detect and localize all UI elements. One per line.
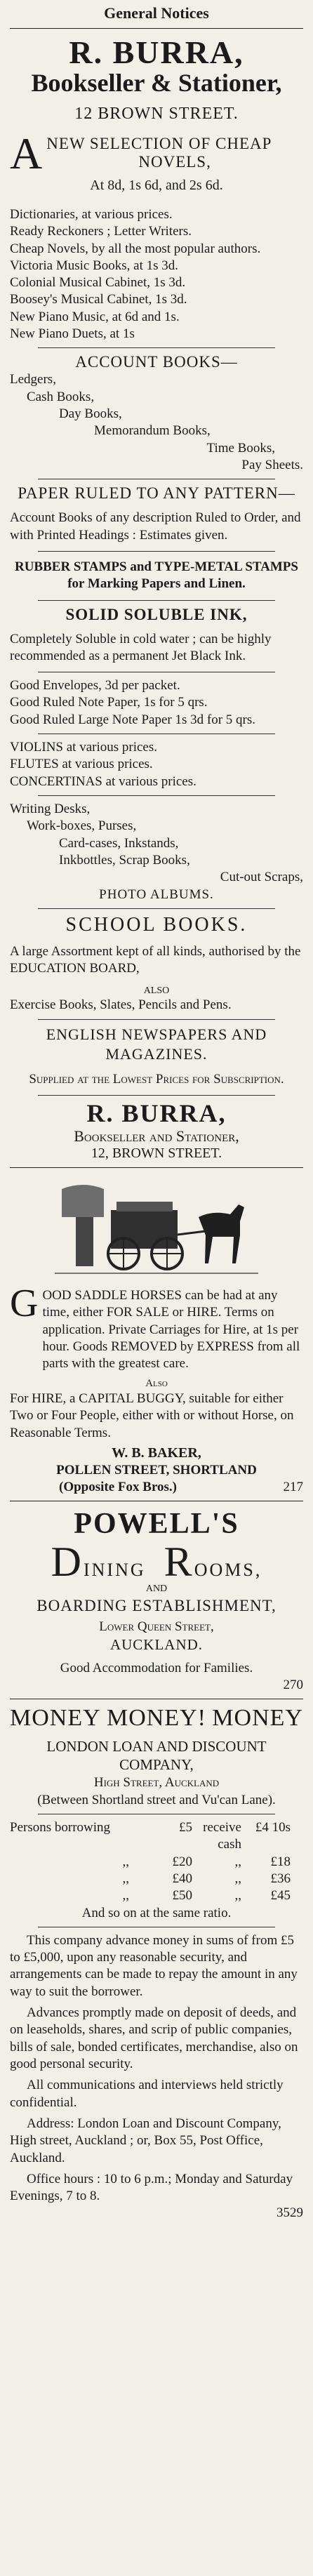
receive-amount: £4 10s xyxy=(255,1819,291,1835)
list-item: Good Envelopes, 3d per packet. xyxy=(10,678,180,693)
novels-prices: At 8d, 1s 6d, and 2s 6d. xyxy=(90,178,223,194)
rooms-r: R xyxy=(164,1538,194,1585)
list-item: Boosey's Musical Cabinet, 1s 3d. xyxy=(10,292,187,307)
baker-street: POLLEN STREET, SHORTLAND xyxy=(56,1463,257,1478)
list-item: New Piano Duets, at 1s xyxy=(10,326,135,342)
account-heading: ACCOUNT BOOKS— xyxy=(75,353,238,371)
loan-company: LONDON LOAN AND DISCOUNT COMPANY, xyxy=(46,1737,267,1774)
list-item: Work-boxes, Purses, xyxy=(27,818,137,834)
powell-city: AUCKLAND. xyxy=(109,1636,204,1654)
burra-name: R. BURRA, xyxy=(69,34,244,70)
account-list xyxy=(10,371,303,474)
powell-street: Lower Queen Street, xyxy=(99,1619,214,1635)
money-heading xyxy=(10,1705,303,1732)
rooms-rest: OOMS, xyxy=(194,1559,262,1580)
baker-text2: For HIRE, a CAPITAL BUGGY, suitable for either Two or Four People, either with or without Horse, on Reasonable Terms. xyxy=(10,1390,294,1440)
baker-also: Also xyxy=(145,1377,168,1389)
loan-ad xyxy=(10,1705,303,2221)
school-heading: SCHOOL BOOKS. xyxy=(65,913,248,936)
divider xyxy=(10,1167,303,1168)
dining-d: D xyxy=(51,1538,84,1585)
money-word: MONEY! xyxy=(107,1704,206,1731)
loan-paragraph: Advances promptly made on deposit of deeds, and on leaseholds, shares, and scrip of public companies, bills of sale, bonded certificates, merchandise, also on good personal security. xyxy=(10,2005,298,2072)
receive-amount: £18 xyxy=(270,1854,291,1869)
stamps-heading: RUBBER STAMPS and TYPE-METAL STAMPS for Marking Papers and Linen. xyxy=(14,559,298,592)
divider xyxy=(10,28,303,29)
powell-name: POWELL'S xyxy=(74,1507,239,1540)
supplied-text: Supplied at the Lowest Prices for Subscription. xyxy=(29,1072,284,1087)
borrow-amount: £20 xyxy=(172,1854,192,1869)
baker-dropcap: G xyxy=(10,1282,39,1326)
ditto-mark: ,, xyxy=(122,1888,129,1904)
borrow-intro: Persons borrowing xyxy=(10,1819,111,1835)
carriage-illustration xyxy=(55,1175,258,1280)
list-item: Dictionaries, at various prices. xyxy=(10,206,173,222)
paper-heading: PAPER RULED TO ANY PATTERN— xyxy=(18,484,295,503)
ink-heading: SOLID SOLUBLE INK, xyxy=(65,605,248,623)
list-item: Colonial Musical Cabinet, 1s 3d. xyxy=(10,275,186,291)
misc-list xyxy=(10,206,303,343)
school-text: A large Assortment kept of all kinds, authorised by the EDUCATION BOARD, xyxy=(10,943,301,976)
list-item: New Piano Music, at 6d and 1s. xyxy=(10,309,180,324)
divider xyxy=(38,795,275,796)
money-word: MONEY xyxy=(212,1704,303,1731)
baker-footer xyxy=(10,1480,303,1495)
instrument-list xyxy=(10,739,303,790)
newspaper-page xyxy=(0,4,313,2576)
list-item: Cut-out Scraps, xyxy=(220,870,303,885)
burra-ad xyxy=(10,36,303,1162)
envelope-list xyxy=(10,677,303,729)
burra-footer-street: 12, BROWN STREET. xyxy=(91,1146,222,1162)
list-item: Cash Books, xyxy=(27,389,95,404)
dining-rest: INING xyxy=(84,1559,146,1580)
burra-street: 12 BROWN STREET. xyxy=(74,104,239,123)
borrow-amount: £50 xyxy=(172,1888,192,1904)
ditto-mark: ,, xyxy=(122,1854,129,1869)
list-item: VIOLINS at various prices. xyxy=(10,740,158,755)
baker-text1: OOD SADDLE HORSES can be had at any time, either FOR SALE or HIRE. Terms on application. Private Carriages for Hire, at 1s per hour. Goods REMOVED by EXPRESS from all parts with the greatest care. xyxy=(42,1288,300,1372)
loan-street: High Street, Auckland xyxy=(93,1775,220,1791)
ditto-mark: ,, xyxy=(234,1854,241,1869)
receive-label: receive cash xyxy=(203,1819,241,1852)
baker-name: W. B. BAKER, xyxy=(112,1445,201,1461)
list-item: Ledgers, xyxy=(10,372,56,387)
baker-block xyxy=(10,1282,303,1373)
divider xyxy=(38,1019,275,1020)
list-item: Card-cases, Inkstands, xyxy=(59,835,179,851)
list-item: Good Ruled Note Paper, 1s for 5 qrs. xyxy=(10,695,208,710)
borrow-table xyxy=(10,1819,303,1905)
borrow-amount: £5 xyxy=(179,1819,192,1835)
novels-block xyxy=(10,128,303,178)
paper-text: Account Books of any description Ruled to Order, and with Printed Headings : Estimates given. xyxy=(10,510,301,543)
list-item: Writing Desks, xyxy=(10,802,91,816)
divider xyxy=(38,733,275,734)
divider xyxy=(38,1095,275,1096)
ink-text: Completely Soluble in cold water ; can be highly recommended as a permanent Jet Black Ink. xyxy=(10,631,272,663)
receive-amount: £36 xyxy=(270,1871,291,1886)
desk-list xyxy=(10,801,303,903)
divider xyxy=(38,908,275,909)
powell-accommodation: Good Accommodation for Families. xyxy=(60,1661,253,1676)
also-label: ALSO xyxy=(143,985,170,996)
exercise-text: Exercise Books, Slates, Pencils and Pens. xyxy=(10,997,232,1013)
list-item: Pay Sheets. xyxy=(241,457,303,472)
loan-paragraph: All communications and interviews held strictly confidential. xyxy=(10,2078,284,2110)
list-item: FLUTES at various prices. xyxy=(10,757,153,772)
novels-line1: NEW SELECTION OF CHEAP xyxy=(46,134,272,152)
novels-dropcap: A xyxy=(10,128,43,178)
loan-rate: And so on at the same ratio. xyxy=(81,1905,232,1920)
powell-and: AND xyxy=(145,1583,168,1594)
powell-ad xyxy=(10,1507,303,1693)
loan-paragraph: Office hours : 10 to 6 p.m.; Monday and Saturday Evenings, 7 to 8. xyxy=(10,2171,293,2204)
loan-paragraph: This company advance money in sums of from £5 to £5,000, upon any reasonable security, and arrangements can be made to repay the amount in any way to suit the borrower. xyxy=(10,1932,298,1999)
loan-between: (Between Shortland street and Vu'can Lane). xyxy=(37,1792,276,1807)
ad-number: 270 xyxy=(283,1677,303,1692)
list-item: Good Ruled Large Note Paper 1s 3d for 5 qrs. xyxy=(10,712,256,727)
list-item: CONCERTINAS at various prices. xyxy=(10,774,197,789)
divider xyxy=(38,600,275,601)
list-item: Day Books, xyxy=(59,406,122,421)
list-item: Time Books, xyxy=(206,440,275,456)
baker-opposite: (Opposite Fox Bros.) xyxy=(59,1479,178,1494)
loan-paragraph: Address: London Loan and Discount Company, High street, Auckland ; or, Box 55, Post Office, Auckland. xyxy=(10,2116,281,2165)
list-item: Memorandum Books, xyxy=(94,423,211,439)
ditto-mark: ,, xyxy=(122,1871,129,1886)
ditto-mark: ,, xyxy=(234,1871,241,1886)
section-header: General Notices xyxy=(104,4,209,22)
list-item: Inkbottles, Scrap Books, xyxy=(59,852,190,868)
list-item: PHOTO ALBUMS. xyxy=(99,887,214,902)
ad-number: 3529 xyxy=(277,2205,303,2220)
burra-footer-title: Bookseller and Stationer, xyxy=(74,1127,239,1146)
english-heading: ENGLISH NEWSPAPERS AND MAGAZINES. xyxy=(46,1025,267,1063)
dining-rooms xyxy=(10,1538,303,1585)
novels-line2: NOVELS, xyxy=(138,152,211,171)
ad-number: 217 xyxy=(283,1479,303,1494)
list-item: Ready Reckoners ; Letter Writers. xyxy=(10,224,192,239)
burra-footer-name: R. BURRA, xyxy=(86,1099,227,1128)
divider xyxy=(38,347,275,348)
baker-ad xyxy=(10,1175,303,1495)
powell-boarding: BOARDING ESTABLISHMENT, xyxy=(36,1596,277,1614)
borrow-amount: £40 xyxy=(172,1871,192,1886)
money-word: MONEY xyxy=(10,1704,101,1731)
list-item: Victoria Music Books, at 1s 3d. xyxy=(10,258,179,273)
divider xyxy=(38,551,275,552)
receive-amount: £45 xyxy=(270,1888,291,1904)
ditto-mark: ,, xyxy=(234,1888,241,1904)
list-item: Cheap Novels, by all the most popular authors. xyxy=(10,241,261,256)
burra-title: Bookseller & Stationer, xyxy=(31,69,282,98)
